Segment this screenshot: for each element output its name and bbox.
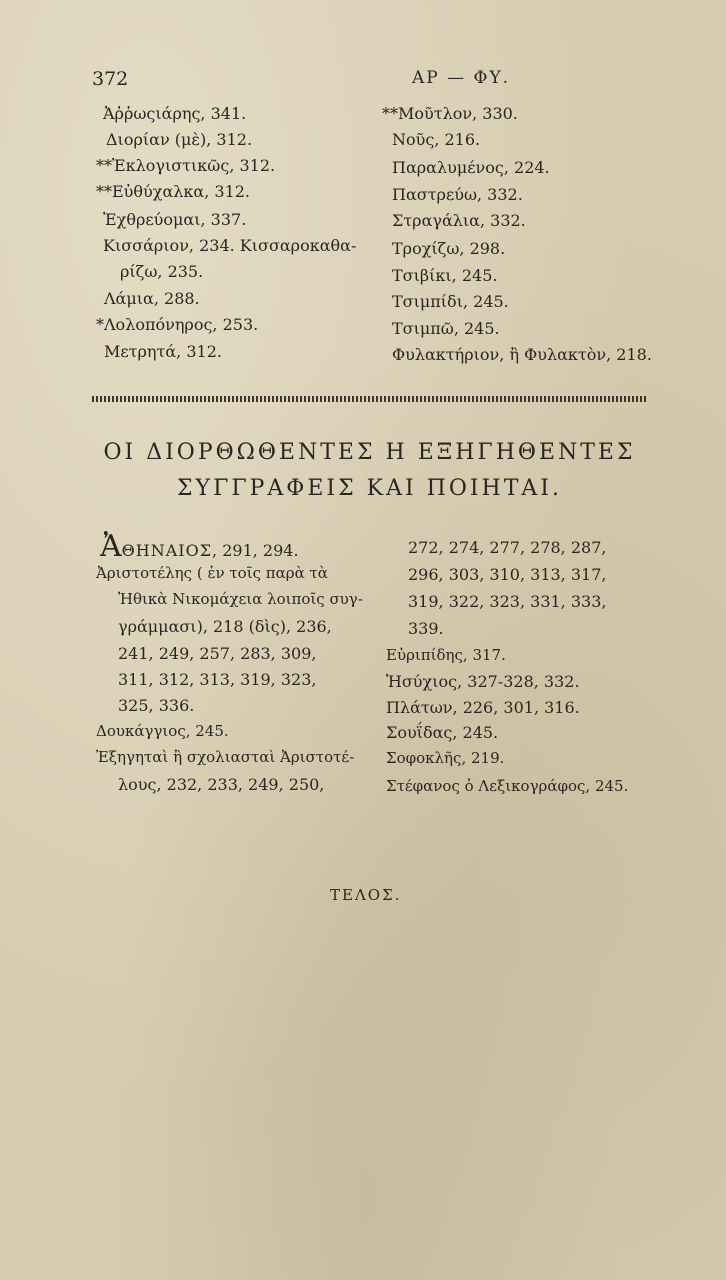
glossary-entry: Τσιμπῶ, 245. <box>392 319 500 338</box>
author-entry-continued: 272, 274, 277, 278, 287, <box>408 538 607 557</box>
drop-initial: Ἀ <box>100 529 122 564</box>
author-entry: Δουκάγγιος, 245. <box>96 722 229 740</box>
author-entry: Πλάτων, 226, 301, 316. <box>386 698 580 717</box>
glossary-entry: Στραγάλια, 332. <box>392 211 526 230</box>
running-head: ΑΡ — ΦΥ. <box>412 68 511 88</box>
glossary-entry: Τσιβίκι, 245. <box>392 266 498 285</box>
glossary-entry: Τσιμπίδι, 245. <box>392 292 509 311</box>
glossary-entry: Μετρητά, 312. <box>104 342 222 361</box>
author-name: ΘΗΝΑΙΟΣ <box>121 541 213 560</box>
page-number: 372 <box>92 68 129 90</box>
author-entry-continued: 296, 303, 310, 313, 317, <box>408 565 607 584</box>
author-entry: Ἡσύχιος, 327-328, 332. <box>386 672 580 691</box>
glossary-entry: **Μοῦτλον, 330. <box>382 104 518 123</box>
author-entry-continued: λους, 232, 233, 249, 250, <box>118 775 325 794</box>
glossary-entry: **Ἐκλογιστικῶς, 312. <box>96 156 276 175</box>
glossary-entry: Νοῦς, 216. <box>392 130 481 149</box>
glossary-entry: Ἀῤῥωςιάρης, 341. <box>103 104 247 123</box>
author-entry <box>100 529 299 564</box>
author-entry: Σοφοκλῆς, 219. <box>386 749 505 767</box>
glossary-entry: **Εὐθύχαλκα, 312. <box>96 182 251 201</box>
author-entry: Εὐριπίδης, 317. <box>386 646 506 664</box>
glossary-entry: *Λολοπόνηρος, 253. <box>96 315 259 334</box>
end-mark: ΤΕΛΟΣ. <box>330 886 402 904</box>
author-entry-continued: 319, 322, 323, 331, 333, <box>408 592 607 611</box>
page-header <box>92 68 652 94</box>
glossary-entry: Φυλακτήριον, ἢ Φυλακτὸν, 218. <box>392 345 652 364</box>
author-entry-continued: γράμμασι), 218 (δὶς), 236, <box>118 617 332 636</box>
author-entry-continued: 325, 336. <box>118 696 195 715</box>
author-entry: Ἐξηγηταὶ ἢ σχολιασταὶ Ἀριστοτέ- <box>96 748 355 766</box>
author-entry-continued: 241, 249, 257, 283, 309, <box>118 644 317 663</box>
author-pages: , 291, 294. <box>212 541 299 560</box>
glossary-entry: Τροχίζω, 298. <box>392 239 506 258</box>
section-title-line1: ΟΙ ΔΙΟΡΘΩΘΕΝΤΕΣ Η ΕΞΗΓΗΘΕΝΤΕΣ <box>103 440 636 465</box>
glossary-entry-continued: ρίζω, 235. <box>120 262 204 281</box>
author-entry-continued: Ἠθικὰ Νικομάχεια λοιποῖς συγ- <box>118 590 363 608</box>
glossary-entry: Λάμια, 288. <box>104 289 200 308</box>
author-entry-continued: 311, 312, 313, 319, 323, <box>118 670 317 689</box>
glossary-entry: Παραλυμένος, 224. <box>392 158 550 177</box>
glossary-entry: Παστρεύω, 332. <box>392 185 523 204</box>
glossary-entry: Ἐχθρεύομαι, 337. <box>103 210 247 229</box>
glossary-entry: Κισσάριον, 234. Κισσαροκαθα- <box>103 236 357 255</box>
ornamental-rule <box>92 396 647 402</box>
author-entry: Σουΐδας, 245. <box>386 723 499 742</box>
author-entry: Στέφανος ὁ Λεξικογράφος, 245. <box>386 777 629 795</box>
author-entry-continued: 339. <box>408 619 444 638</box>
glossary-entry: Διορίαν (μὲ), 312. <box>106 130 253 149</box>
section-title-line2: ΣΥΓΓΡΑΦΕΙΣ ΚΑΙ ΠΟΙΗΤΑΙ. <box>177 476 562 501</box>
author-entry: Ἀριστοτέλης ( ἐν τοῖς παρὰ τὰ <box>96 564 328 582</box>
